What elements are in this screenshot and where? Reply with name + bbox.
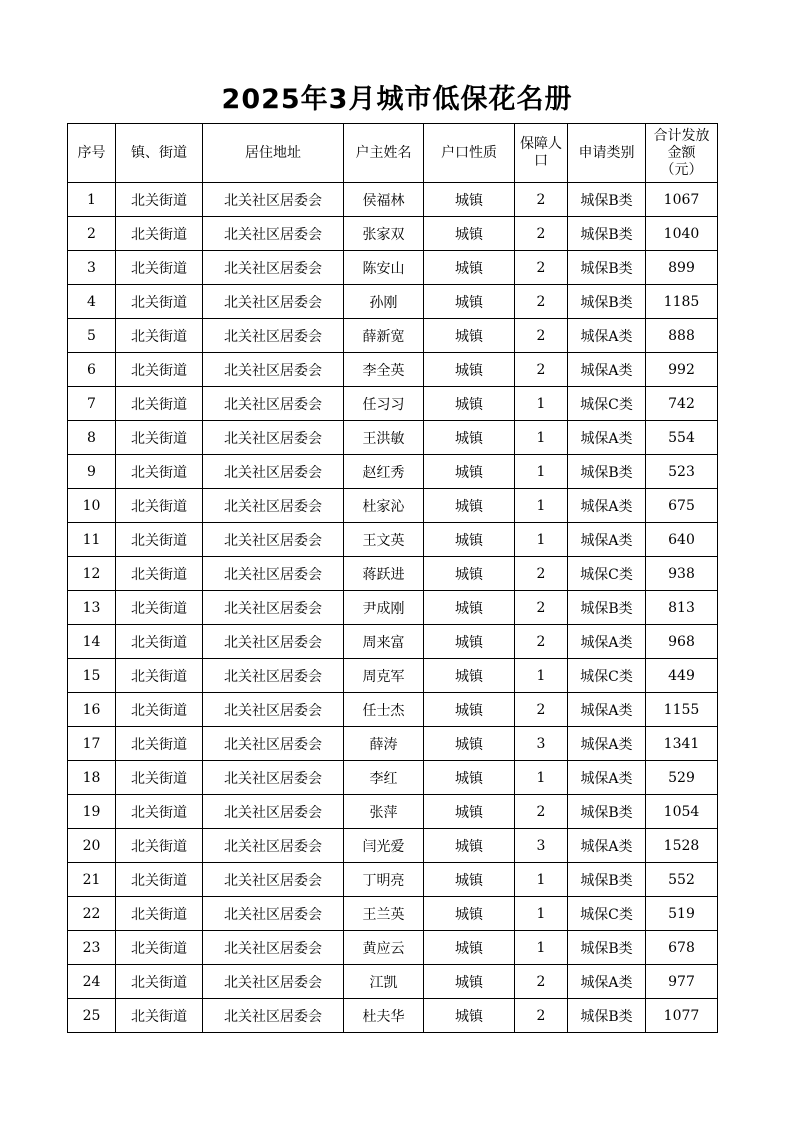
cell-category: 城保A类: [568, 761, 646, 795]
cell-address: 北关社区居委会: [203, 897, 344, 931]
cell-name: 陈安山: [344, 251, 424, 285]
cell-amount: 554: [646, 421, 718, 455]
cell-town: 北关街道: [116, 965, 203, 999]
table-row: [68, 353, 718, 387]
cell-hukou: 城镇: [424, 591, 515, 625]
cell-name: 李全英: [344, 353, 424, 387]
table-row: [68, 863, 718, 897]
cell-name: 侯福林: [344, 183, 424, 217]
cell-amount: 552: [646, 863, 718, 897]
cell-amount: 899: [646, 251, 718, 285]
cell-seq: 13: [68, 591, 116, 625]
cell-persons: 1: [515, 421, 568, 455]
cell-hukou: 城镇: [424, 183, 515, 217]
cell-persons: 2: [515, 591, 568, 625]
cell-seq: 22: [68, 897, 116, 931]
header-amount: [646, 124, 718, 183]
cell-hukou: 城镇: [424, 353, 515, 387]
table-row: [68, 625, 718, 659]
table-row: [68, 557, 718, 591]
cell-category: 城保A类: [568, 319, 646, 353]
cell-town: 北关街道: [116, 557, 203, 591]
cell-name: 江凯: [344, 965, 424, 999]
cell-town: 北关街道: [116, 251, 203, 285]
cell-amount: 938: [646, 557, 718, 591]
cell-category: 城保A类: [568, 523, 646, 557]
cell-persons: 1: [515, 489, 568, 523]
cell-seq: 15: [68, 659, 116, 693]
cell-category: 城保A类: [568, 625, 646, 659]
cell-name: 闫光爱: [344, 829, 424, 863]
cell-category: 城保A类: [568, 353, 646, 387]
header-seq: 序号: [68, 124, 116, 183]
cell-persons: 2: [515, 217, 568, 251]
cell-category: 城保A类: [568, 489, 646, 523]
cell-hukou: 城镇: [424, 999, 515, 1033]
cell-address: 北关社区居委会: [203, 795, 344, 829]
cell-seq: 2: [68, 217, 116, 251]
cell-seq: 17: [68, 727, 116, 761]
cell-hukou: 城镇: [424, 931, 515, 965]
cell-persons: 1: [515, 863, 568, 897]
cell-seq: 6: [68, 353, 116, 387]
cell-town: 北关街道: [116, 285, 203, 319]
cell-category: 城保B类: [568, 455, 646, 489]
cell-amount: 968: [646, 625, 718, 659]
cell-amount: 1040: [646, 217, 718, 251]
header-hukou: 户口性质: [424, 124, 515, 183]
cell-amount: 742: [646, 387, 718, 421]
cell-hukou: 城镇: [424, 421, 515, 455]
cell-address: 北关社区居委会: [203, 863, 344, 897]
cell-seq: 20: [68, 829, 116, 863]
cell-category: 城保A类: [568, 965, 646, 999]
table-row: [68, 761, 718, 795]
table-row: [68, 319, 718, 353]
cell-town: 北关街道: [116, 897, 203, 931]
cell-town: 北关街道: [116, 421, 203, 455]
cell-amount: 449: [646, 659, 718, 693]
header-persons: [515, 124, 568, 183]
cell-seq: 4: [68, 285, 116, 319]
table-row: [68, 455, 718, 489]
cell-name: 周克军: [344, 659, 424, 693]
cell-amount: 1185: [646, 285, 718, 319]
table-row: [68, 931, 718, 965]
header-row: [68, 124, 718, 183]
cell-hukou: 城镇: [424, 455, 515, 489]
cell-seq: 18: [68, 761, 116, 795]
cell-hukou: 城镇: [424, 557, 515, 591]
cell-town: 北关街道: [116, 217, 203, 251]
cell-persons: 1: [515, 387, 568, 421]
cell-persons: 1: [515, 931, 568, 965]
cell-name: 杜家沁: [344, 489, 424, 523]
cell-name: 薛涛: [344, 727, 424, 761]
cell-name: 张萍: [344, 795, 424, 829]
cell-address: 北关社区居委会: [203, 353, 344, 387]
cell-town: 北关街道: [116, 183, 203, 217]
header-persons-line-1: 保障人: [520, 136, 562, 152]
cell-town: 北关街道: [116, 727, 203, 761]
table-row: [68, 285, 718, 319]
cell-name: 尹成刚: [344, 591, 424, 625]
cell-town: 北关街道: [116, 523, 203, 557]
cell-address: 北关社区居委会: [203, 285, 344, 319]
cell-seq: 25: [68, 999, 116, 1033]
cell-seq: 16: [68, 693, 116, 727]
cell-seq: 8: [68, 421, 116, 455]
cell-hukou: 城镇: [424, 285, 515, 319]
table-row: [68, 217, 718, 251]
cell-seq: 14: [68, 625, 116, 659]
cell-persons: 2: [515, 965, 568, 999]
table-row: [68, 999, 718, 1033]
cell-persons: 1: [515, 659, 568, 693]
table-row: [68, 183, 718, 217]
cell-address: 北关社区居委会: [203, 557, 344, 591]
cell-address: 北关社区居委会: [203, 727, 344, 761]
cell-category: 城保C类: [568, 897, 646, 931]
cell-address: 北关社区居委会: [203, 761, 344, 795]
cell-amount: 1155: [646, 693, 718, 727]
cell-name: 孙刚: [344, 285, 424, 319]
cell-hukou: 城镇: [424, 489, 515, 523]
cell-name: 王兰英: [344, 897, 424, 931]
cell-seq: 24: [68, 965, 116, 999]
cell-address: 北关社区居委会: [203, 319, 344, 353]
cell-category: 城保B类: [568, 999, 646, 1033]
cell-category: 城保B类: [568, 591, 646, 625]
cell-persons: 1: [515, 455, 568, 489]
cell-name: 任士杰: [344, 693, 424, 727]
cell-category: 城保A类: [568, 829, 646, 863]
table-row: [68, 421, 718, 455]
cell-category: 城保C类: [568, 557, 646, 591]
cell-persons: 1: [515, 761, 568, 795]
cell-hukou: 城镇: [424, 659, 515, 693]
cell-town: 北关街道: [116, 761, 203, 795]
cell-town: 北关街道: [116, 319, 203, 353]
cell-persons: 3: [515, 727, 568, 761]
cell-name: 王文英: [344, 523, 424, 557]
cell-amount: 678: [646, 931, 718, 965]
cell-persons: 1: [515, 897, 568, 931]
table-row: [68, 591, 718, 625]
cell-hukou: 城镇: [424, 863, 515, 897]
cell-seq: 1: [68, 183, 116, 217]
cell-amount: 519: [646, 897, 718, 931]
cell-hukou: 城镇: [424, 693, 515, 727]
cell-hukou: 城镇: [424, 761, 515, 795]
cell-address: 北关社区居委会: [203, 693, 344, 727]
cell-town: 北关街道: [116, 795, 203, 829]
cell-town: 北关街道: [116, 829, 203, 863]
table-row: [68, 387, 718, 421]
cell-address: 北关社区居委会: [203, 625, 344, 659]
cell-persons: 1: [515, 523, 568, 557]
cell-name: 周来富: [344, 625, 424, 659]
header-amount-line-3: （元）: [660, 161, 703, 178]
cell-name: 蒋跃进: [344, 557, 424, 591]
cell-amount: 813: [646, 591, 718, 625]
cell-seq: 3: [68, 251, 116, 285]
cell-address: 北关社区居委会: [203, 591, 344, 625]
roster-table: [67, 123, 718, 1033]
cell-hukou: 城镇: [424, 897, 515, 931]
table-row: [68, 659, 718, 693]
cell-persons: 2: [515, 795, 568, 829]
cell-town: 北关街道: [116, 625, 203, 659]
cell-category: 城保B类: [568, 251, 646, 285]
cell-category: 城保B类: [568, 183, 646, 217]
cell-address: 北关社区居委会: [203, 217, 344, 251]
cell-amount: 992: [646, 353, 718, 387]
cell-name: 张家双: [344, 217, 424, 251]
cell-town: 北关街道: [116, 591, 203, 625]
cell-persons: 2: [515, 999, 568, 1033]
cell-name: 李红: [344, 761, 424, 795]
cell-town: 北关街道: [116, 931, 203, 965]
cell-category: 城保C类: [568, 659, 646, 693]
cell-persons: 2: [515, 319, 568, 353]
header-name: 户主姓名: [344, 124, 424, 183]
cell-town: 北关街道: [116, 455, 203, 489]
cell-town: 北关街道: [116, 489, 203, 523]
cell-address: 北关社区居委会: [203, 387, 344, 421]
cell-amount: 529: [646, 761, 718, 795]
header-persons-line-2: 口: [534, 153, 548, 169]
cell-hukou: 城镇: [424, 523, 515, 557]
cell-name: 任习习: [344, 387, 424, 421]
cell-amount: 888: [646, 319, 718, 353]
header-amount-line-1: 合计发放: [653, 127, 710, 144]
cell-town: 北关街道: [116, 999, 203, 1033]
cell-amount: 1067: [646, 183, 718, 217]
header-address: 居住地址: [203, 124, 344, 183]
cell-persons: 2: [515, 557, 568, 591]
cell-hukou: 城镇: [424, 727, 515, 761]
cell-name: 王洪敏: [344, 421, 424, 455]
cell-seq: 9: [68, 455, 116, 489]
cell-address: 北关社区居委会: [203, 421, 344, 455]
cell-address: 北关社区居委会: [203, 455, 344, 489]
table-row: [68, 795, 718, 829]
cell-amount: 1077: [646, 999, 718, 1033]
cell-seq: 21: [68, 863, 116, 897]
cell-hukou: 城镇: [424, 829, 515, 863]
cell-address: 北关社区居委会: [203, 523, 344, 557]
cell-hukou: 城镇: [424, 217, 515, 251]
cell-seq: 7: [68, 387, 116, 421]
cell-address: 北关社区居委会: [203, 659, 344, 693]
cell-seq: 11: [68, 523, 116, 557]
cell-amount: 1054: [646, 795, 718, 829]
cell-name: 薛新宽: [344, 319, 424, 353]
header-town: 镇、街道: [116, 124, 203, 183]
header-amount-line-2: 金额: [667, 144, 696, 161]
cell-persons: 2: [515, 625, 568, 659]
cell-town: 北关街道: [116, 387, 203, 421]
table-row: [68, 693, 718, 727]
cell-category: 城保A类: [568, 727, 646, 761]
cell-hukou: 城镇: [424, 387, 515, 421]
cell-name: 丁明亮: [344, 863, 424, 897]
cell-address: 北关社区居委会: [203, 489, 344, 523]
cell-name: 赵红秀: [344, 455, 424, 489]
cell-amount: 640: [646, 523, 718, 557]
table-row: [68, 251, 718, 285]
cell-amount: 1341: [646, 727, 718, 761]
cell-address: 北关社区居委会: [203, 999, 344, 1033]
cell-category: 城保B类: [568, 217, 646, 251]
cell-persons: 3: [515, 829, 568, 863]
table-row: [68, 965, 718, 999]
page-title: 2025年3月城市低保花名册: [221, 84, 573, 115]
cell-town: 北关街道: [116, 693, 203, 727]
cell-seq: 10: [68, 489, 116, 523]
cell-hukou: 城镇: [424, 795, 515, 829]
cell-persons: 2: [515, 251, 568, 285]
cell-address: 北关社区居委会: [203, 183, 344, 217]
cell-town: 北关街道: [116, 353, 203, 387]
table-row: [68, 489, 718, 523]
cell-town: 北关街道: [116, 659, 203, 693]
cell-amount: 675: [646, 489, 718, 523]
cell-hukou: 城镇: [424, 251, 515, 285]
cell-persons: 2: [515, 285, 568, 319]
table-row: [68, 829, 718, 863]
cell-hukou: 城镇: [424, 319, 515, 353]
cell-category: 城保C类: [568, 387, 646, 421]
cell-address: 北关社区居委会: [203, 251, 344, 285]
cell-seq: 23: [68, 931, 116, 965]
cell-category: 城保B类: [568, 285, 646, 319]
cell-persons: 2: [515, 183, 568, 217]
cell-category: 城保A类: [568, 421, 646, 455]
cell-amount: 1528: [646, 829, 718, 863]
cell-persons: 2: [515, 353, 568, 387]
header-category: 申请类别: [568, 124, 646, 183]
cell-address: 北关社区居委会: [203, 931, 344, 965]
cell-amount: 977: [646, 965, 718, 999]
cell-seq: 12: [68, 557, 116, 591]
cell-category: 城保B类: [568, 863, 646, 897]
cell-seq: 5: [68, 319, 116, 353]
cell-category: 城保B类: [568, 931, 646, 965]
cell-amount: 523: [646, 455, 718, 489]
cell-hukou: 城镇: [424, 965, 515, 999]
cell-name: 黄应云: [344, 931, 424, 965]
cell-hukou: 城镇: [424, 625, 515, 659]
cell-town: 北关街道: [116, 863, 203, 897]
table-row: [68, 897, 718, 931]
cell-name: 杜夫华: [344, 999, 424, 1033]
table-row: [68, 727, 718, 761]
table-row: [68, 523, 718, 557]
cell-category: 城保B类: [568, 795, 646, 829]
cell-address: 北关社区居委会: [203, 829, 344, 863]
cell-address: 北关社区居委会: [203, 965, 344, 999]
cell-category: 城保A类: [568, 693, 646, 727]
cell-persons: 2: [515, 693, 568, 727]
cell-seq: 19: [68, 795, 116, 829]
